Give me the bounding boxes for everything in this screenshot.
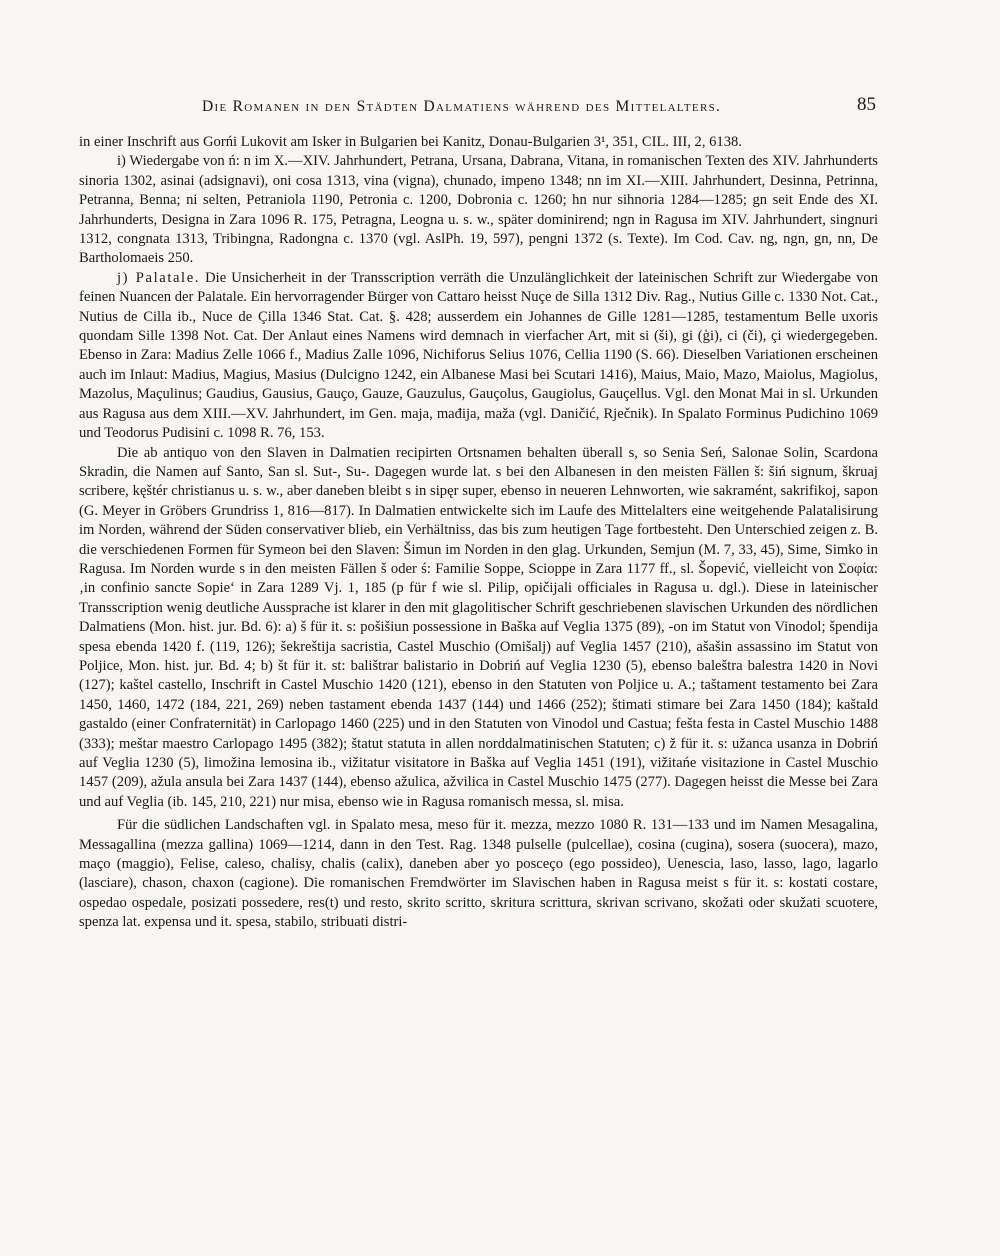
running-header (80, 94, 876, 122)
running-title: Die Romanen in den Städten Dalmatiens während des Mittelalters. (202, 98, 722, 115)
paragraph-southern-regions: Für die südlichen Landschaften vgl. in Spalato mesa, meso für it. mezza, mezzo 1080 R. 131—133 und im Namen Mesagalina, Messagallina (mezza gallina) 1069—1214, dann in den Test. Rag. 1348 pulselle (pulcellae), cosina (cugina), sosera (suocera), mazo, maço (maggio), Felise, caleso, chalisy, chalis (calix), daneben aber yo posceço (ego possideo), Uenescia, laso, lasso, lago, lagarlo (lasciare), chason, chaxon (cagione). Die romanischen Fremdwörter im Slavischen haben in Ragusa meist s für it. s: kostati costare, ospedao ospedale, posizati possedere, res(t) und resto, skrito scritto, skritura scrittura, skrivan scrivano, skožati oder skužati scuotere, spenza lat. expensa und it. spesa, stabilo, stribuati distri- (79, 817, 878, 931)
paragraph-section-i: i) Wiedergabe von ń: n im X.—XIV. Jahrhundert, Petrana, Ursana, Dabrana, Vitana, in romanischen Texten des XIV. Jahrhunderts sinoria 1302, asinai (adsignavi), oni cosa 1313, vina (vigna), chunado, impeno 1348; nn im XI.—XIII. Jahrhundert, Desinna, Petrinna, Petranna, Benna; ni selten, Petraniola 1190, Petronia c. 1200, Dobronia c. 1260; hn nur sihnoria 1284—1285; gn seit Ende des XI. Jahrhunderts, Designa in Zara 1096 R. 175, Petragna, Leogna u. s. w., später dominirend; ngn in Ragusa im XIV. Jahrhundert, singnuri 1312, congnata 1313, Tribingna, Radongna c. 1370 (vgl. AslPh. 19, 597), pengni 1372 (s. Texte). Im Cod. Cav. ng, ngn, gn, nn, De Bartholomaeis 250. (79, 153, 878, 267)
paragraph-continuation: in einer Inschrift aus Gorńi Lukovit am Isker in Bulgarien bei Kanitz, Donau-Bulgarien 3¹, 351, CIL. III, 2, 6138. (79, 134, 742, 150)
page-number: 85 (857, 94, 876, 115)
body-text (79, 133, 878, 933)
section-j-label: j) Palatale. (117, 269, 201, 286)
section-j-text: Die Unsicherheit in der Transscription verräth die Unzulänglichkeit der lateinischen Schrift zur Wiedergabe von feinen Nuancen der Palatale. Ein hervorragender Bürger von Cattaro heisst Nuçe de Silla 1312 Div. Rag., Nutius Gille c. 1330 Not. Cat., Nutius de Cilla ib., Nuce de Çilla 1346 Stat. Cat. §. 428; ausserdem ein Johannes de Gille 1281—1285, testamentum Belle uxoris quondam Sille 1398 Not. Cat. Der Anlaut eines Namens wird demnach in vierfacher Art, mit si (ši), gi (ģi), ci (či), çi wiedergegeben. Ebenso in Zara: Madius Zelle 1066 f., Madius Zalle 1096, Nichiforus Selius 1076, Cellia 1190 (S. 66). Dieselben Variationen erscheinen auch im Inlaut: Madius, Magius, Masius (Dulcigno 1242, ein Albanese Masi bei Scutari 1416), Maius, Maio, Mazo, Maiolus, Magiolus, Mazolus, Maçulinus; Gaudius, Gausius, Gauço, Gauze, Gauzulus, Gauçolus, Gaugiolus, Gauçellus. Vgl. den Monat Mai in sl. Urkunden aus Ragusa aus dem XIII.—XV. Jahrhundert, im Gen. maja, mađija, maža (vgl. Daničić, Rječnik). In Spalato Forminus Pudichino 1069 und Teodorus Pudisini c. 1098 R. 76, 153. (79, 269, 878, 442)
paragraph-slavic-place-names: Die ab antiquo von den Slaven in Dalmatien recipirten Ortsnamen behalten überall s, so Senia Seń, Salonae Solin, Scardona Skradin, die Namen auf Santo, San sl. Sut-, Su-. Dagegen wurde lat. s bei den Albanesen in den meisten Fällen š: šiń signum, škruaj scribere, kęštér christianus u. s. w., aber daneben bleibt s in sipęr super, ebenso in neueren Lehnworten, wie sakramént, sakrifikoj, sapon (G. Meyer in Gröbers Grundriss 1, 816—817). In Dalmatien entwickelte sich im Laufe des Mittelalters eine weitgehende Palatalisirung im Norden, während der Süden conservativer blieb, ein Verhältniss, das bis zum heutigen Tage fortbesteht. Den Unterschied zeigen z. B. die verschiedenen Formen für Symeon bei den Slaven: Šimun im Norden in den glag. Urkunden, Semjun (M. 7, 33, 45), Sime, Simko in Ragusa. Im Norden wurde s in den meisten Fällen š oder ś: Familie Soppe, Scioppe in Zara 1177 ff., sl. Šopević, vielleicht von Σοφία: ‚in confinio sancte Sopie‘ in Zara 1289 Vj. 1, 185 (p für f wie sl. Pilip, opičijali officiales in Ragusa u. dgl.). Diese in lateinischer Transscription wenig deutliche Aussprache ist klarer in den mit glagolitischer Schrift geschriebenen slavischen Urkunden des nördlichen Dalmatiens (Mon. hist. jur. Bd. 6): a) š für it. s: pošišiun possessione in Baška auf Veglia 1375 (89), -on im Statut von Vinodol; špendija spesa ebenda 1420 f. (119, 126); šekreštija sacristia, Castel Muschio (Omišalj) auf Veglia 1457 (210), ašašin assassino im Statut von Poljice, Mon. hist. jur. Bd. 4; b) št für it. st: balištrar balistario in Dobriń auf Veglia 1230 (5), ebenso baleštra balestra 1420 in Novi (127); kaštel castello, Inschrift in Castel Muschio 1420 (121), ebenso in den Statuten von Poljice u. A.; taštament testamento bei Zara 1450, 1460, 1472 (184, 221, 269) neben tastament ebenda 1437 (144) und 1466 (252); štimati stimare bei Zara 1450 (184); kaštald gastaldo (einer Confraternität) in Carlopago 1460 (225) und in den Statuten von Vinodol und Castua; fešta festa in Castel Muschio 1488 (333); meštar maestro Carlopago 1495 (382); štatut statuta in allen norddalmatinischen Statuten; c) ž für it. s: užanca usanza in Dobriń auf Veglia 1230 (5), limožina lemosina ib., vižitatur visitatore in Baška auf Veglia 1451 (191), vižitańe visitazione in Castel Muschio 1457 (209), ažula ansula bei Zara 1437 (144), ebenso ažulica, ažvilica in Castel Muschio 1475 (277). Dagegen heisst die Messe bei Zara und auf Veglia (ib. 145, 210, 221) nur misa, ebenso wie in Ragusa romanisch messa, sl. misa. (79, 444, 878, 810)
paragraph-section-j (79, 269, 878, 444)
